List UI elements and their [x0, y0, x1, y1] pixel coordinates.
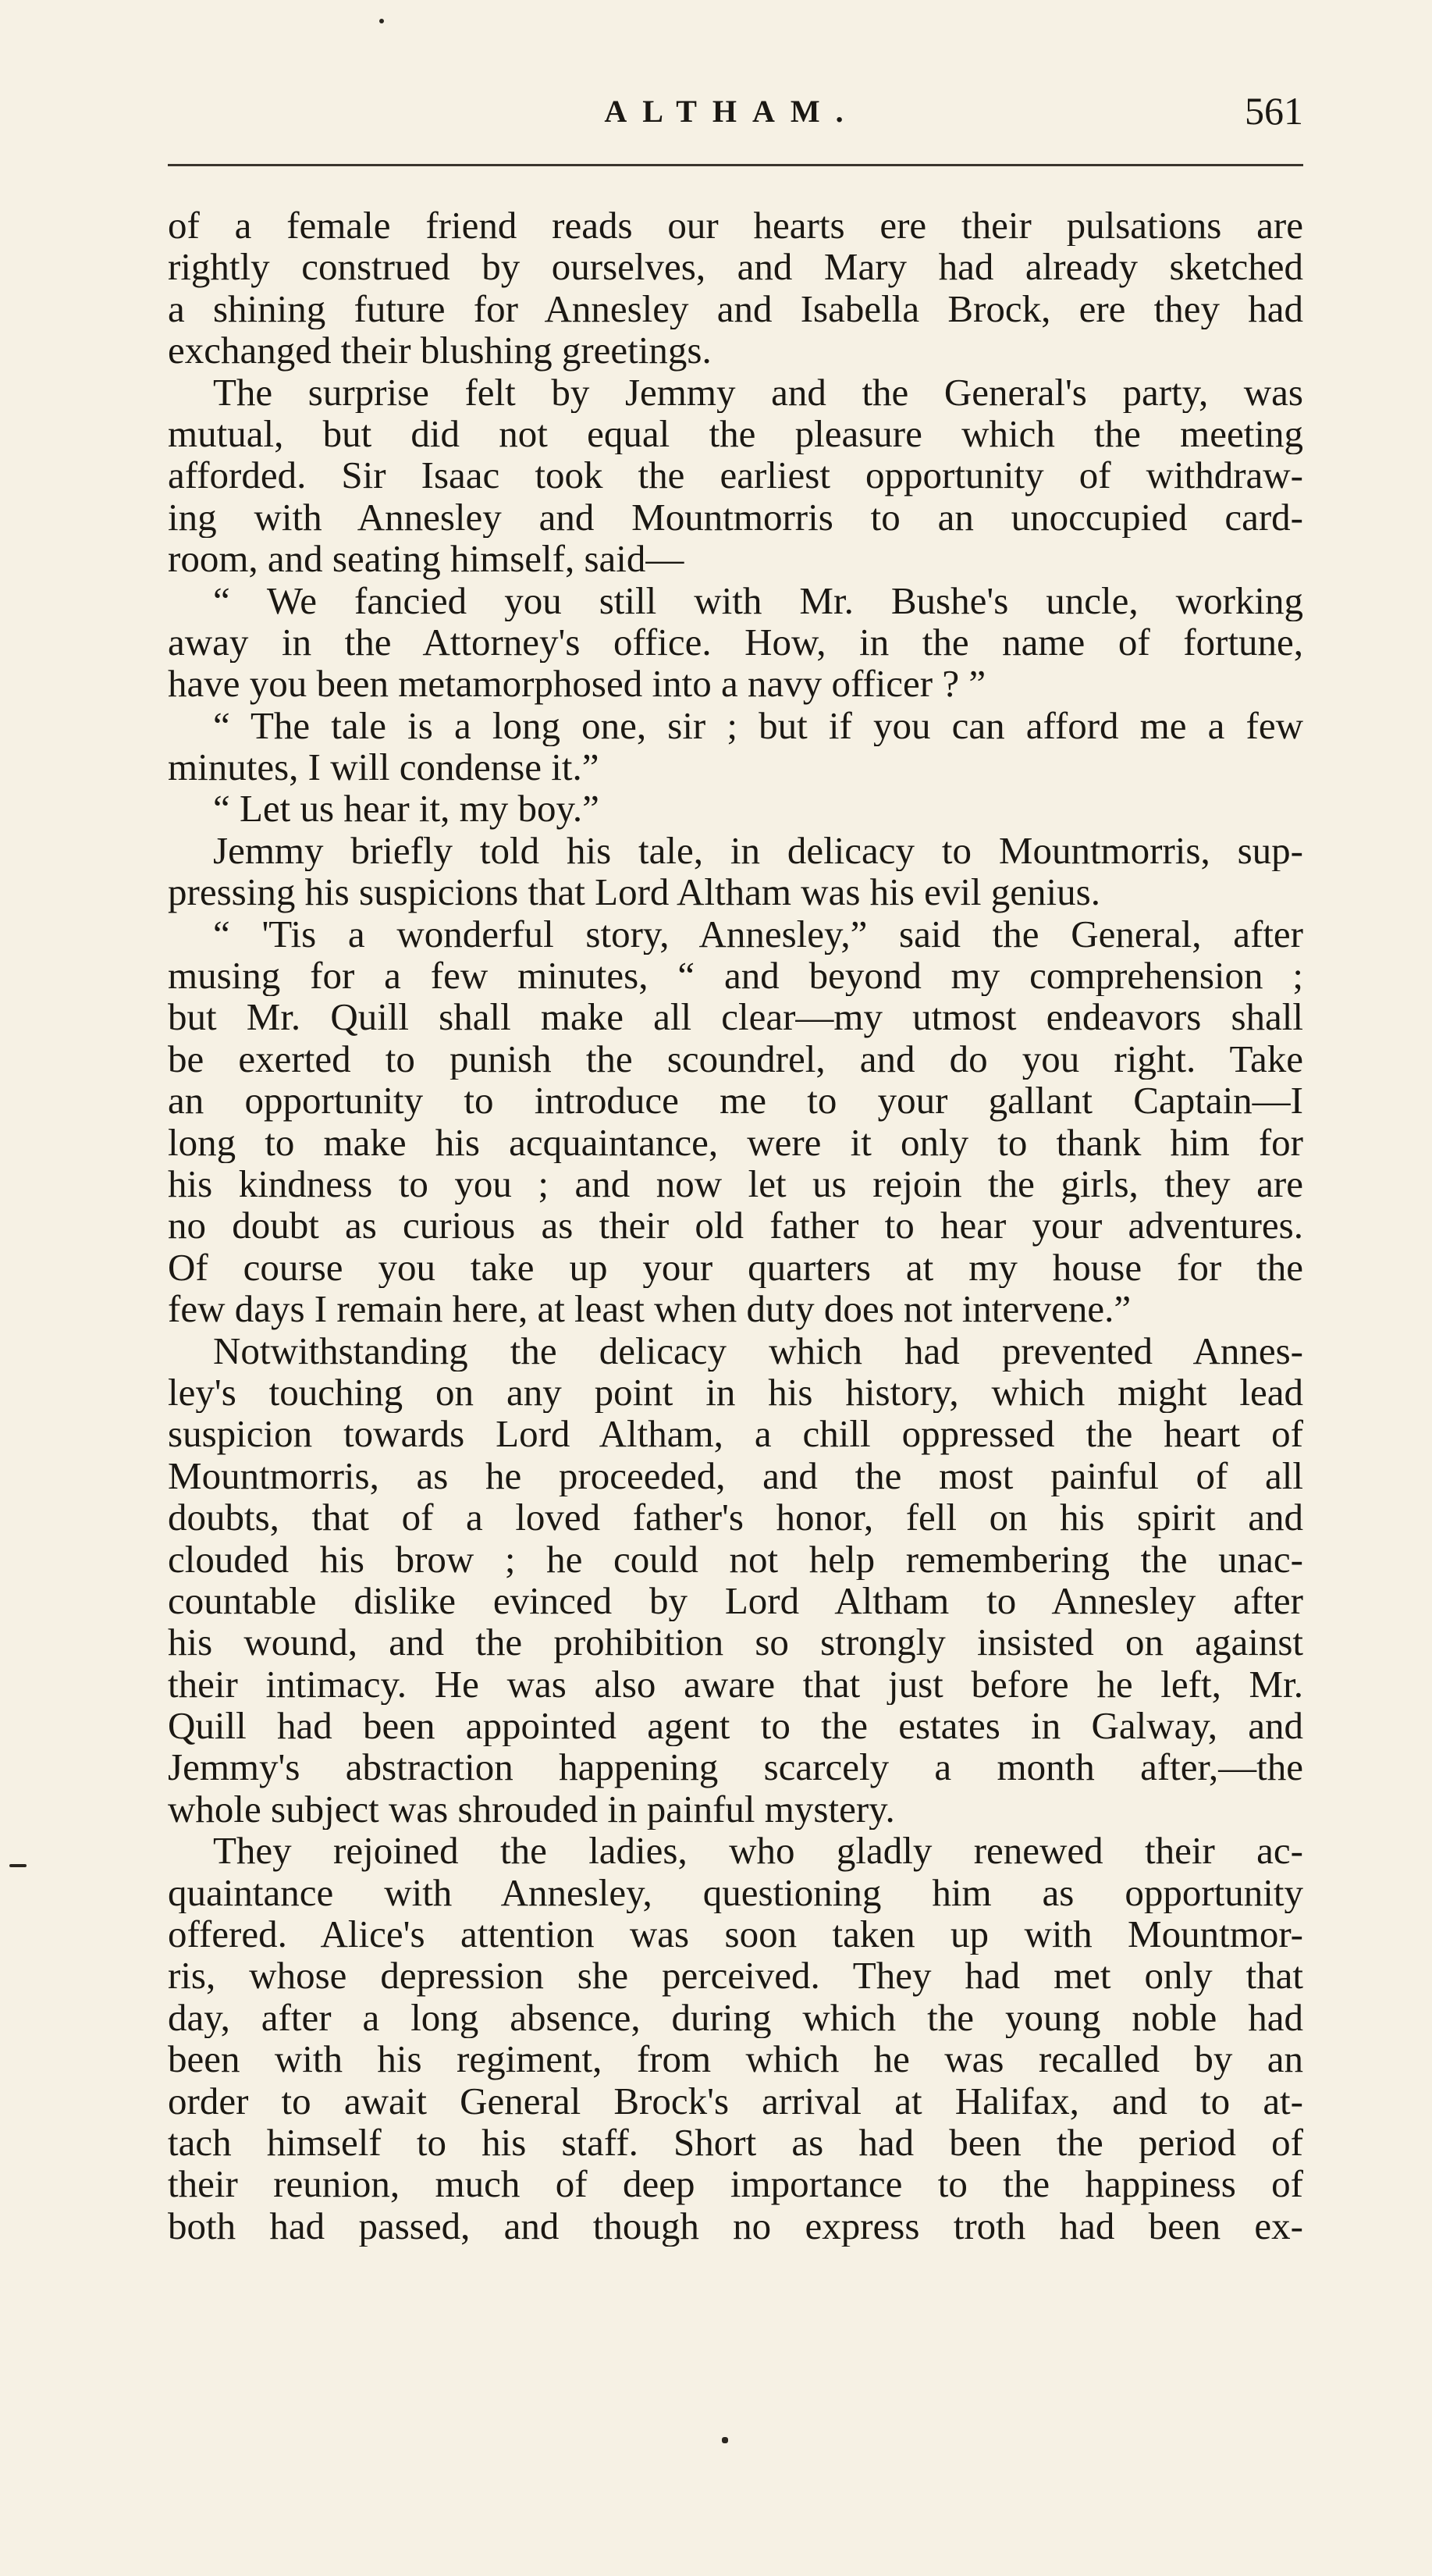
text-line: ris, whose depression she perceived. They had met only that — [168, 1955, 1303, 1997]
text-line: away in the Attorney's office. How, in the name of fortune, — [168, 621, 1303, 664]
text-line: whole subject was shrouded in painful mystery. — [168, 1788, 895, 1831]
ink-speck-bottom — [722, 2437, 728, 2443]
text-line: been with his regiment, from which he was recalled by an — [168, 2038, 1303, 2080]
text-line: his wound, and the prohibition so strongly insisted on against — [168, 1621, 1303, 1663]
text-line: mutual, but did not equal the pleasure which the meeting — [168, 412, 1303, 455]
text-line: an opportunity to introduce me to your gallant Captain—I — [168, 1080, 1303, 1122]
text-line: order to await General Brock's arrival at Halifax, and to at- — [168, 2080, 1303, 2122]
text-line: suspicion towards Lord Altham, a chill oppressed the heart of — [168, 1413, 1303, 1455]
text-line: Jemmy briefly told his tale, in delicacy to Mountmorris, sup- — [213, 829, 1303, 872]
text-line: of a female friend reads our hearts ere their pulsations are — [168, 205, 1303, 247]
text-line: Of course you take up your quarters at my house for the — [168, 1246, 1303, 1289]
text-line: musing for a few minutes, “ and beyond my comprehension ; — [168, 955, 1303, 997]
ink-speck-top — [379, 19, 384, 23]
text-line: be exerted to punish the scoundrel, and do you right. Take — [168, 1037, 1303, 1080]
text-line: “ The tale is a long one, sir ; but if you can afford me a few — [213, 704, 1303, 747]
text-line: but Mr. Quill shall make all clear—my utmost endeavors shall — [168, 996, 1303, 1038]
text-line: ley's touching on any point in his history, which might lead — [168, 1371, 1303, 1414]
text-line: room, and seating himself, said— — [168, 538, 684, 580]
text-line: Jemmy's abstraction happening scarcely a month after,—the — [168, 1746, 1303, 1788]
text-line: countable dislike evinced by Lord Altham to Annesley after — [168, 1579, 1303, 1622]
text-line: pressing his suspicions that Lord Altham was his evil genius. — [168, 871, 1100, 913]
text-line: offered. Alice's attention was soon taken up with Mountmor- — [168, 1913, 1303, 1955]
text-line: doubts, that of a loved father's honor, fell on his spirit and — [168, 1496, 1303, 1539]
text-line: “ Let us hear it, my boy.” — [213, 788, 599, 830]
text-line: his kindness to you ; and now let us rejoin the girls, they are — [168, 1162, 1303, 1205]
ink-speck-margin — [9, 1864, 27, 1867]
text-line: afforded. Sir Isaac took the earliest opportunity of withdraw- — [168, 454, 1303, 496]
text-line: minutes, I will condense it.” — [168, 746, 599, 788]
text-line: long to make his acquaintance, were it only to thank him for — [168, 1121, 1303, 1163]
text-line: no doubt as curious as their old father to hear your adventures. — [168, 1204, 1303, 1247]
text-line: have you been metamorphosed into a navy officer ? ” — [168, 663, 986, 705]
text-line: The surprise felt by Jemmy and the General's party, was — [213, 371, 1303, 413]
text-line: Notwithstanding the delicacy which had prevented Annes- — [213, 1329, 1303, 1372]
text-line: a shining future for Annesley and Isabella Brock, ere they had — [168, 287, 1303, 330]
header-rule — [168, 164, 1303, 166]
text-line: day, after a long absence, during which the young noble had — [168, 1996, 1303, 2039]
text-line: their reunion, much of deep importance to the happiness of — [168, 2163, 1303, 2205]
text-line: their intimacy. He was also aware that just before he left, Mr. — [168, 1663, 1303, 1706]
text-line: Mountmorris, as he proceeded, and the most painful of all — [168, 1454, 1303, 1497]
text-line: “ 'Tis a wonderful story, Annesley,” said the General, after — [213, 913, 1303, 955]
running-title: ALTHAM. — [604, 94, 859, 129]
text-line: Quill had been appointed agent to the estates in Galway, and — [168, 1705, 1303, 1747]
text-line: ing with Annesley and Mountmorris to an unoccupied card- — [168, 496, 1303, 539]
text-line: They rejoined the ladies, who gladly renewed their ac- — [213, 1830, 1303, 1872]
text-line: few days I remain here, at least when duty does not intervene.” — [168, 1288, 1132, 1330]
body-text — [168, 205, 1303, 2247]
page-header — [160, 89, 1303, 155]
text-line: tach himself to his staff. Short as had been the period of — [168, 2121, 1303, 2164]
text-line: rightly construed by ourselves, and Mary had already sketched — [168, 246, 1303, 288]
text-line: exchanged their blushing greetings. — [168, 329, 712, 372]
text-line: both had passed, and though no express troth had been ex- — [168, 2204, 1303, 2247]
text-line: quaintance with Annesley, questioning him as opportunity — [168, 1871, 1303, 1914]
text-line: “ We fancied you still with Mr. Bushe's uncle, working — [213, 579, 1303, 621]
text-line: clouded his brow ; he could not help remembering the unac- — [168, 1538, 1303, 1580]
page-number: 561 — [1245, 89, 1303, 133]
